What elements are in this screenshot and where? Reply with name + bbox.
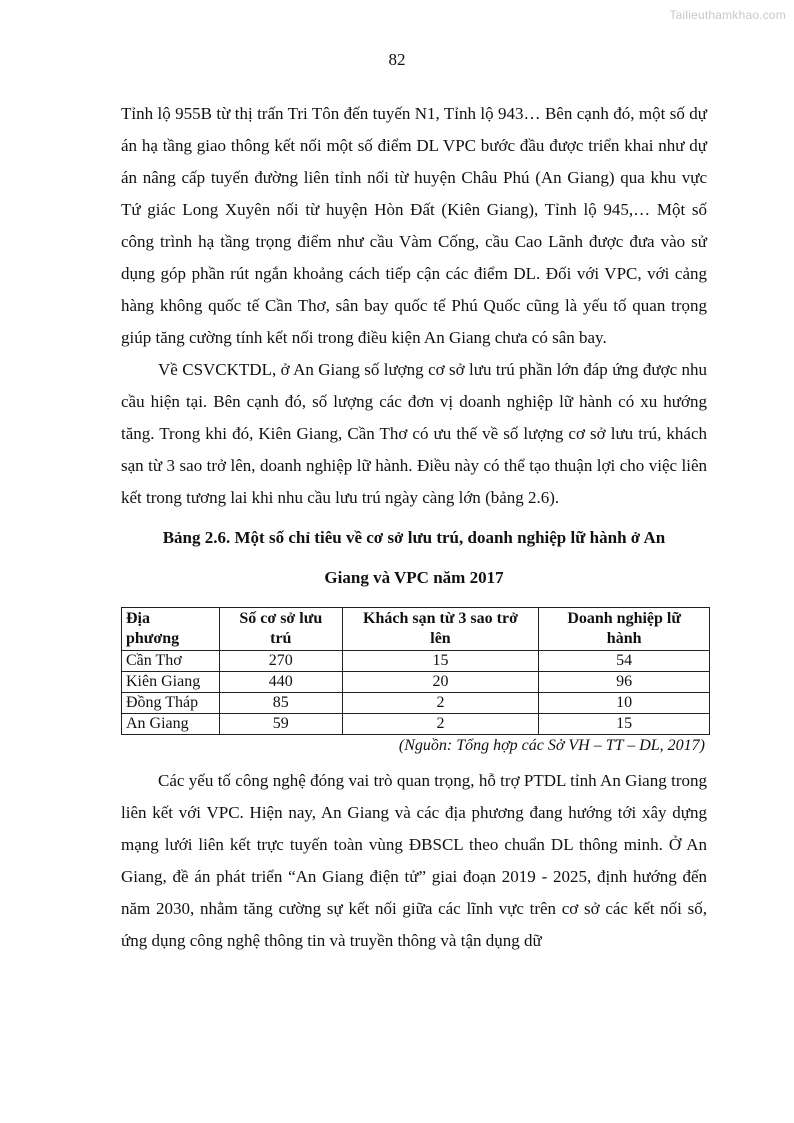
header-line: trú	[270, 630, 292, 647]
column-header-hotels-3-star	[342, 608, 539, 651]
table-cell: 440	[219, 672, 342, 693]
text-line: xây dựng mạng lưới liên kết trực tuyến toàn vùng ĐBSCL theo chuẩn DL thông	[121, 803, 708, 854]
column-header-locality	[122, 608, 220, 651]
text-line: (bảng 2.6).	[485, 488, 560, 507]
header-line: Doanh nghiệp lữ	[567, 610, 681, 627]
header-line: hành	[606, 630, 642, 647]
paragraph-3	[121, 765, 707, 957]
text-line: trong liên kết với VPC. Hiện nay, An Giang và các địa phương đang hướng tới	[121, 771, 707, 822]
text-line: điểm DL. Đối với VPC, với cảng hàng không quốc tế Cần Thơ, sân bay quốc tế	[121, 264, 707, 315]
header-line: lên	[430, 630, 451, 647]
text-line: được nhu cầu hiện tại. Bên cạnh đó, số lượng các đơn vị doanh nghiệp lữ hành	[121, 360, 708, 411]
table-title	[121, 518, 707, 598]
table-cell: 96	[539, 672, 710, 693]
column-header-accommodations	[219, 608, 342, 651]
text-line: Cao Lãnh được đưa vào sử dụng góp phần rút ngắn khoảng cách tiếp cận các	[121, 232, 707, 283]
table-cell: 2	[342, 714, 539, 735]
page-number: 82	[388, 50, 406, 69]
paragraph-1	[121, 98, 707, 354]
header-line: Số cơ sở lưu	[239, 610, 323, 627]
header-line: Khách sạn từ 3 sao trở	[363, 610, 518, 627]
watermark: Tailieuthamkhao.com	[669, 8, 786, 22]
table-cell: Kiên Giang	[122, 672, 220, 693]
text-line: sở lưu trú, khách sạn từ 3 sao trở lên, doanh nghiệp lữ hành. Điều này có thể tạo	[121, 424, 708, 475]
text-line: An Giang chưa có sân bay.	[423, 328, 607, 347]
paragraph-2	[121, 354, 707, 514]
table-cell: 15	[342, 651, 539, 672]
text-line: Tỉnh lộ 955B từ thị trấn Tri Tôn đến tuyến N1, Tỉnh lộ 943… Bên cạnh đó, một	[121, 104, 666, 123]
table-row	[122, 651, 710, 672]
table-title-line: Giang và VPC năm 2017	[324, 568, 504, 587]
table-cell: Cần Thơ	[122, 651, 220, 672]
text-line: Về CSVCKTDL, ở An Giang số lượng cơ sở lưu trú phần lớn đáp ứng	[158, 360, 639, 379]
table-cell: 10	[539, 693, 710, 714]
text-line: định hướng đến năm 2030, nhằm tăng cường sự kết nối giữa các lĩnh vực trên cơ	[121, 867, 708, 918]
header-line: Địa	[126, 610, 150, 627]
table-source-note: (Nguồn: Tổng hợp các Sở VH – TT – DL, 2017)	[398, 737, 705, 754]
column-header-travel-agencies	[539, 608, 710, 651]
table-cell: 2	[342, 693, 539, 714]
text-line: minh. Ở An Giang, đề án phát triển “An Giang điện tử” giai đoạn 2019 - 2025,	[121, 835, 708, 886]
text-line: số dự án hạ tầng giao thông kết nối một số điểm DL VPC bước đầu được triển	[121, 104, 707, 155]
text-line: khai như dự án nâng cấp tuyến đường liên tỉnh nối từ huyện Châu Phú (An	[121, 136, 708, 187]
table-cell: 270	[219, 651, 342, 672]
table-cell: 54	[539, 651, 710, 672]
table-cell: 59	[219, 714, 342, 735]
text-line: Tỉnh lộ 945,… Một số công trình hạ tầng trọng điểm như cầu Vàm Cống, cầu	[121, 200, 707, 251]
text-line: Các yếu tố công nghệ đóng vai trò quan trọng, hỗ trợ PTDL tỉnh An Giang	[158, 771, 667, 790]
text-line: sở các kết nối số, ứng dụng công nghệ thông tin và truyền thông và tận dụng dữ	[121, 899, 707, 950]
table-cell: Đồng Tháp	[122, 693, 220, 714]
table-row	[122, 672, 710, 693]
text-line: Phú Quốc cũng là yếu tố quan trọng giúp tăng cường tính kết nối trong điều kiện	[121, 296, 707, 347]
header-line: phương	[126, 630, 180, 647]
table-cell: An Giang	[122, 714, 220, 735]
page-content	[121, 98, 707, 957]
text-line: Giang) qua khu vực Tứ giác Long Xuyên nối từ huyện Hòn Đất (Kiên Giang),	[121, 168, 708, 219]
table-row	[122, 693, 710, 714]
text-line: có xu hướng tăng. Trong khi đó, Kiên Giang, Cần Thơ có ưu thế về số lượng cơ	[121, 392, 708, 443]
table-row	[122, 714, 710, 735]
accommodation-table	[121, 607, 710, 735]
table-cell: 15	[539, 714, 710, 735]
text-line: thuận lợi cho việc liên kết trong tương lai khi nhu cầu lưu trú ngày càng lớn	[121, 456, 708, 507]
table-header-row	[122, 608, 710, 651]
table-cell: 85	[219, 693, 342, 714]
table-title-line: Bảng 2.6. Một số chỉ tiêu về cơ sở lưu trú, doanh nghiệp lữ hành ở An	[162, 528, 666, 547]
table-cell: 20	[342, 672, 539, 693]
